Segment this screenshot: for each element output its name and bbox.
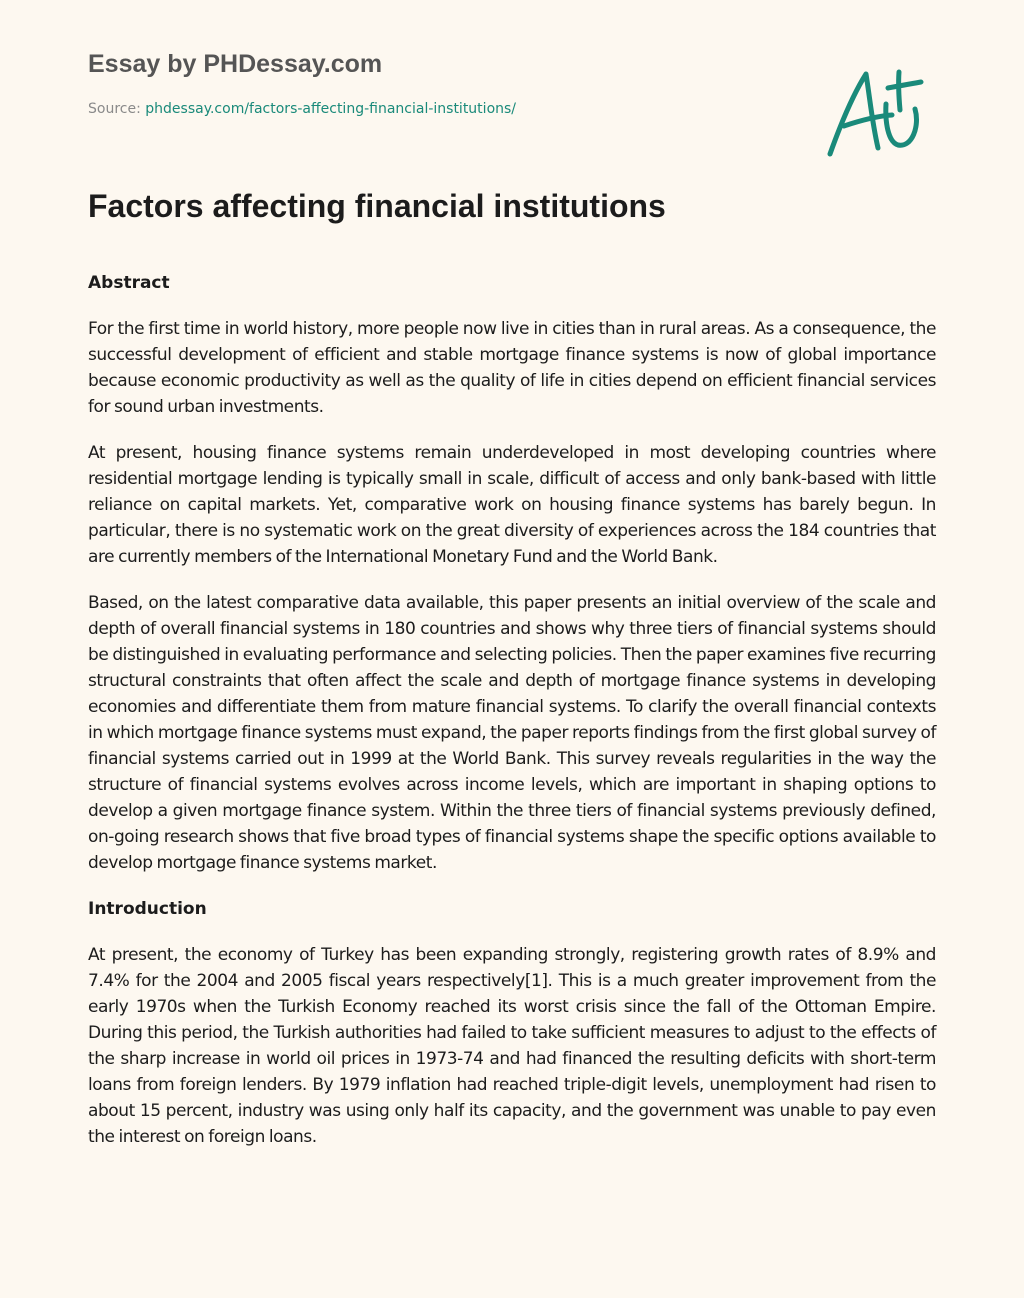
- source-label: Source:: [88, 101, 141, 117]
- section-heading-introduction: Introduction: [88, 899, 207, 919]
- source-line: [88, 101, 516, 117]
- paragraph: At present, the economy of Turkey has been expanding strongly, registering growth rates of 8.9% and 7.4% for the 2004 and 2005 fiscal years respectively[1]. This is a much greater improvement from the early 1970s when the Turkish Economy reached its worst crisis since the fall of the Ottoman Empire. During this period, the Turkish authorities had failed to take sufficient measures to adjust to the effects of the sharp increase in world oil prices in 1973-74 and had financed the resulting deficits with short-term loans from foreign lenders. By 1979 inflation had reached triple-digit levels, unemployment had risen to about 15 percent, industry was using only half its capacity, and the government was unable to pay even the interest on foreign loans.: [88, 945, 936, 1147]
- source-link[interactable]: phdessay.com/factors-affecting-financial-institutions/: [145, 101, 517, 117]
- site-brand[interactable]: Essay by PHDessay.com: [88, 50, 383, 78]
- paragraph: At present, housing finance systems remain underdeveloped in most developing countries where residential mortgage lending is typically small in scale, difficult of access and only bank-based with little reliance on capital markets. Yet, comparative work on housing finance systems has barely begun. In particular, there is no systematic work on the great diversity of experiences across the 184 countries that are currently members of the International Monetary Fund and the World Bank.: [88, 443, 936, 567]
- page-title: Factors affecting financial institutions: [88, 188, 666, 224]
- paragraph: Based, on the latest comparative data available, this paper presents an initial overview of the scale and depth of overall financial systems in 180 countries and shows why three tiers of financial systems should be distinguished in evaluating performance and selecting policies. Then the paper examines five recurring structural constraints that often affect the scale and depth of mortgage finance systems in developing economies and differentiate them from mature financial systems. To clarify the overall financial contexts in which mortgage finance systems must expand, the paper reports findings from the first global survey of financial systems carried out in 1999 at the World Bank. This survey reveals regularities in the way the structure of financial systems evolves across income levels, which are important in shaping options to develop a given mortgage finance system. Within the three tiers of financial systems previously defined, on-going research shows that five broad types of financial systems shape the specific options available to develop mortgage finance systems market.: [88, 593, 936, 873]
- essay-content: [88, 270, 936, 1170]
- section-heading-abstract: Abstract: [88, 273, 170, 293]
- paragraph: For the first time in world history, more people now live in cities than in rural areas. As a consequence, the successful development of efficient and stable mortgage finance systems is now of global importance because economic productivity as well as the quality of life in cities depend on efficient financial services for sound urban investments.: [88, 319, 936, 417]
- a-plus-logo-icon: [822, 64, 928, 162]
